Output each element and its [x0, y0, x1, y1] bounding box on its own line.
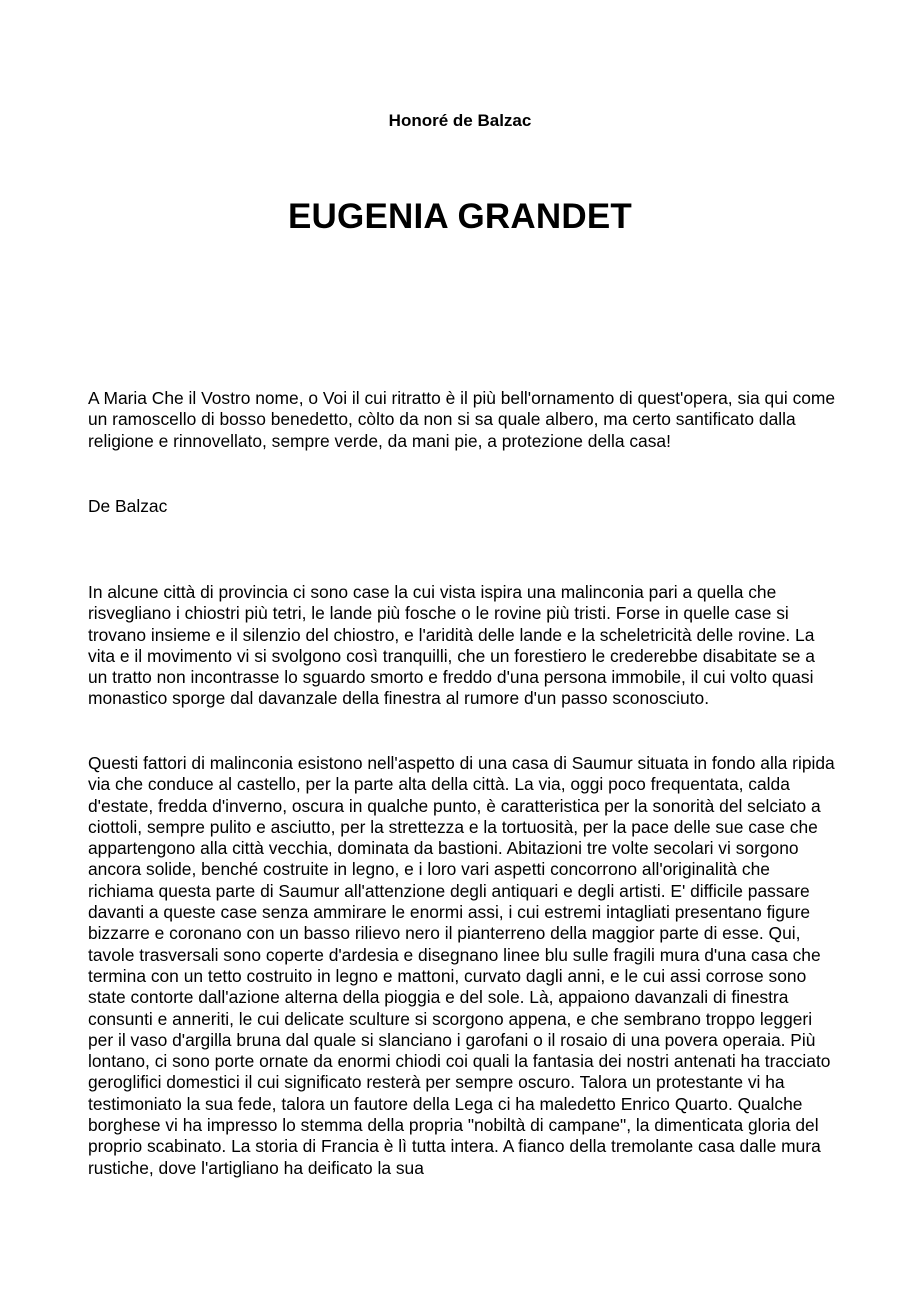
book-title: EUGENIA GRANDET — [288, 197, 632, 236]
dedication-signature: De Balzac — [88, 496, 168, 516]
dedication-paragraph: A Maria Che il Vostro nome, o Voi il cui ritratto è il più bell'ornamento di quest'opera, sia qui come un ramoscello di bosso benedetto, còlto da non si sa quale albero, ma certo santificato dalla religione e rinnovellato, sempre verde, da mani pie, a protezione della casa! — [88, 388, 836, 451]
body-paragraph-1: In alcune città di provincia ci sono case la cui vista ispira una malinconia pari a quella che risvegliano i chiostri più tetri, le lande più fosche o le rovine più tristi. Forse in quelle case si trovano insieme e il silenzio del chiostro, e l'aridità delle lande e la scheletricità delle rovine. La vita e il movimento vi si svolgono così tranquilli, che un forestiero le crederebbe disabitate se a un tratto non incontrasse lo sguardo smorto e freddo d'una persona immobile, il cui volto quasi monastico sporge dal davanzale della finestra al rumore d'un passo sconosciuto. — [88, 582, 815, 709]
author-name: Honoré de Balzac — [388, 111, 532, 130]
body-paragraph-2: Questi fattori di malinconia esistono nell'aspetto di una casa di Saumur situata in fondo alla ripida via che conduce al castello, per la parte alta della città. La via, oggi poco frequentata, calda d'estate, fredda d'inverno, oscura in qualche punto, è caratteristica per la sonorità del selciato a ciottoli, sempre pulito e asciutto, per la strettezza e la tortuosità, per la pace delle sue case che appartengono alla città vecchia, dominata da bastioni. Abitazioni tre volte secolari vi sorgono ancora solide, benché costruite in legno, e i loro vari aspetti concorrono all'originalità che richiama questa parte di Saumur all'attenzione degli antiquari e degli artisti. E' difficile passare davanti a queste case senza ammirare le enormi assi, i cui estremi intagliati presentano figure bizzarre e coronano con un basso rilievo nero il pianterreno della maggior parte di esse. Qui, tavole trasversali sono coperte d'ardesia e disegnano linee blu sulle fragili mura d'una casa che termina con un tetto costruito in legno e mattoni, curvato dagli anni, e le cui assi corrose sono state contorte dall'azione alterna della pioggia e del sole. Là, appaiono davanzali di finestra consunti e anneriti, le cui delicate sculture si scorgono appena, e che sembrano troppo leggeri per il vaso d'argilla bruna dal quale si slanciano i garofani o il rosaio di una povera operaia. Più lontano, ci sono porte ornate da enormi chiodi coi quali la fantasia dei nostri antenati ha tracciato geroglifici domestici il cui significato resterà per sempre oscuro. Talora un protestante vi ha testimoniato la sua fede, talora un fautore della Lega ci ha maledetto Enrico Quarto. Qualche borghese vi ha impresso lo stemma della propria "nobiltà di campane", la dimenticata gloria del proprio scabinato. La storia di Francia è lì tutta intera. A fianco della tremolante casa dalle mura rustiche, dove l'artigliano ha deificato la sua — [88, 753, 835, 1178]
